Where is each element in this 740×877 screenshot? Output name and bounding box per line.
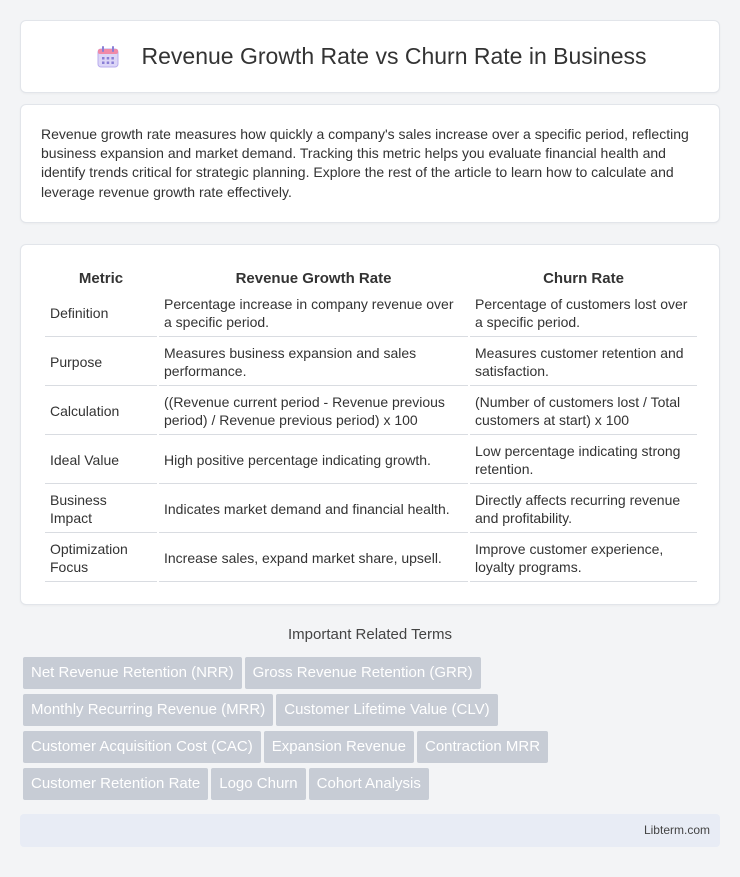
related-term-tag[interactable]: Customer Lifetime Value (CLV) — [276, 694, 497, 726]
table-row — [45, 486, 697, 533]
related-term-tag[interactable]: Cohort Analysis — [309, 768, 429, 800]
related-term-tag[interactable]: Expansion Revenue — [264, 731, 414, 763]
footer-site-link[interactable]: Libterm.com — [643, 823, 710, 837]
column-header-revenue-growth-rate: Revenue Growth Rate — [235, 270, 392, 287]
churn-rate-cell: Measures customer retention and satisfaction. — [470, 339, 697, 386]
header-card — [20, 20, 720, 93]
churn-rate-cell: Directly affects recurring revenue and profitability. — [470, 486, 697, 533]
churn-rate-cell: Percentage of customers lost over a specific period. — [470, 290, 697, 337]
column-header-churn-rate: Churn Rate — [543, 270, 624, 287]
metric-cell: Business Impact — [45, 486, 157, 533]
related-term-tag[interactable]: Customer Acquisition Cost (CAC) — [23, 731, 261, 763]
comparison-table-card — [20, 244, 720, 605]
related-term-tag[interactable]: Customer Retention Rate — [23, 768, 208, 800]
intro-text: Revenue growth rate measures how quickly a company's sales increase over a specific period, reflecting business expansion and market demand. Tracking this metric helps you evaluate financial health and identify trends critical for strategic planning. Explore the rest of the article to learn how to calculate and leverage revenue growth rate effectively. — [41, 126, 689, 200]
related-term-tag[interactable]: Monthly Recurring Revenue (MRR) — [23, 694, 273, 726]
churn-rate-cell: (Number of customers lost / Total customers at start) x 100 — [470, 388, 697, 435]
revenue-growth-cell: Indicates market demand and financial health. — [159, 486, 468, 533]
table-header-row — [45, 267, 697, 288]
revenue-growth-cell: Increase sales, expand market share, upsell. — [159, 535, 468, 582]
table-row — [45, 388, 697, 435]
intro-card — [20, 104, 720, 223]
metric-cell: Purpose — [45, 339, 157, 386]
revenue-growth-cell: Measures business expansion and sales performance. — [159, 339, 468, 386]
footer — [20, 814, 720, 847]
table-row — [45, 437, 697, 484]
churn-rate-cell: Low percentage indicating strong retention. — [470, 437, 697, 484]
revenue-growth-cell: High positive percentage indicating growth. — [159, 437, 468, 484]
related-term-tag[interactable]: Net Revenue Retention (NRR) — [23, 657, 242, 689]
related-terms-list — [23, 657, 723, 805]
column-header-metric: Metric — [78, 270, 124, 287]
revenue-growth-cell: ((Revenue current period - Revenue previous period) / Revenue previous period) x 100 — [159, 388, 468, 435]
related-term-tag[interactable]: Logo Churn — [211, 768, 305, 800]
churn-rate-cell: Improve customer experience, loyalty programs. — [470, 535, 697, 582]
related-term-tag[interactable]: Gross Revenue Retention (GRR) — [245, 657, 481, 689]
revenue-growth-cell: Percentage increase in company revenue over a specific period. — [159, 290, 468, 337]
related-terms-title: Important Related Terms — [288, 626, 452, 643]
related-term-tag[interactable]: Contraction MRR — [417, 731, 548, 763]
page-title: Revenue Growth Rate vs Churn Rate in Business — [141, 43, 647, 69]
comparison-table — [43, 265, 699, 584]
metric-cell: Definition — [45, 290, 157, 337]
table-row — [45, 339, 697, 386]
metric-cell: Ideal Value — [45, 437, 157, 484]
calendar-icon — [94, 43, 122, 71]
metric-cell: Optimization Focus — [45, 535, 157, 582]
table-row — [45, 290, 697, 337]
metric-cell: Calculation — [45, 388, 157, 435]
table-row — [45, 535, 697, 582]
